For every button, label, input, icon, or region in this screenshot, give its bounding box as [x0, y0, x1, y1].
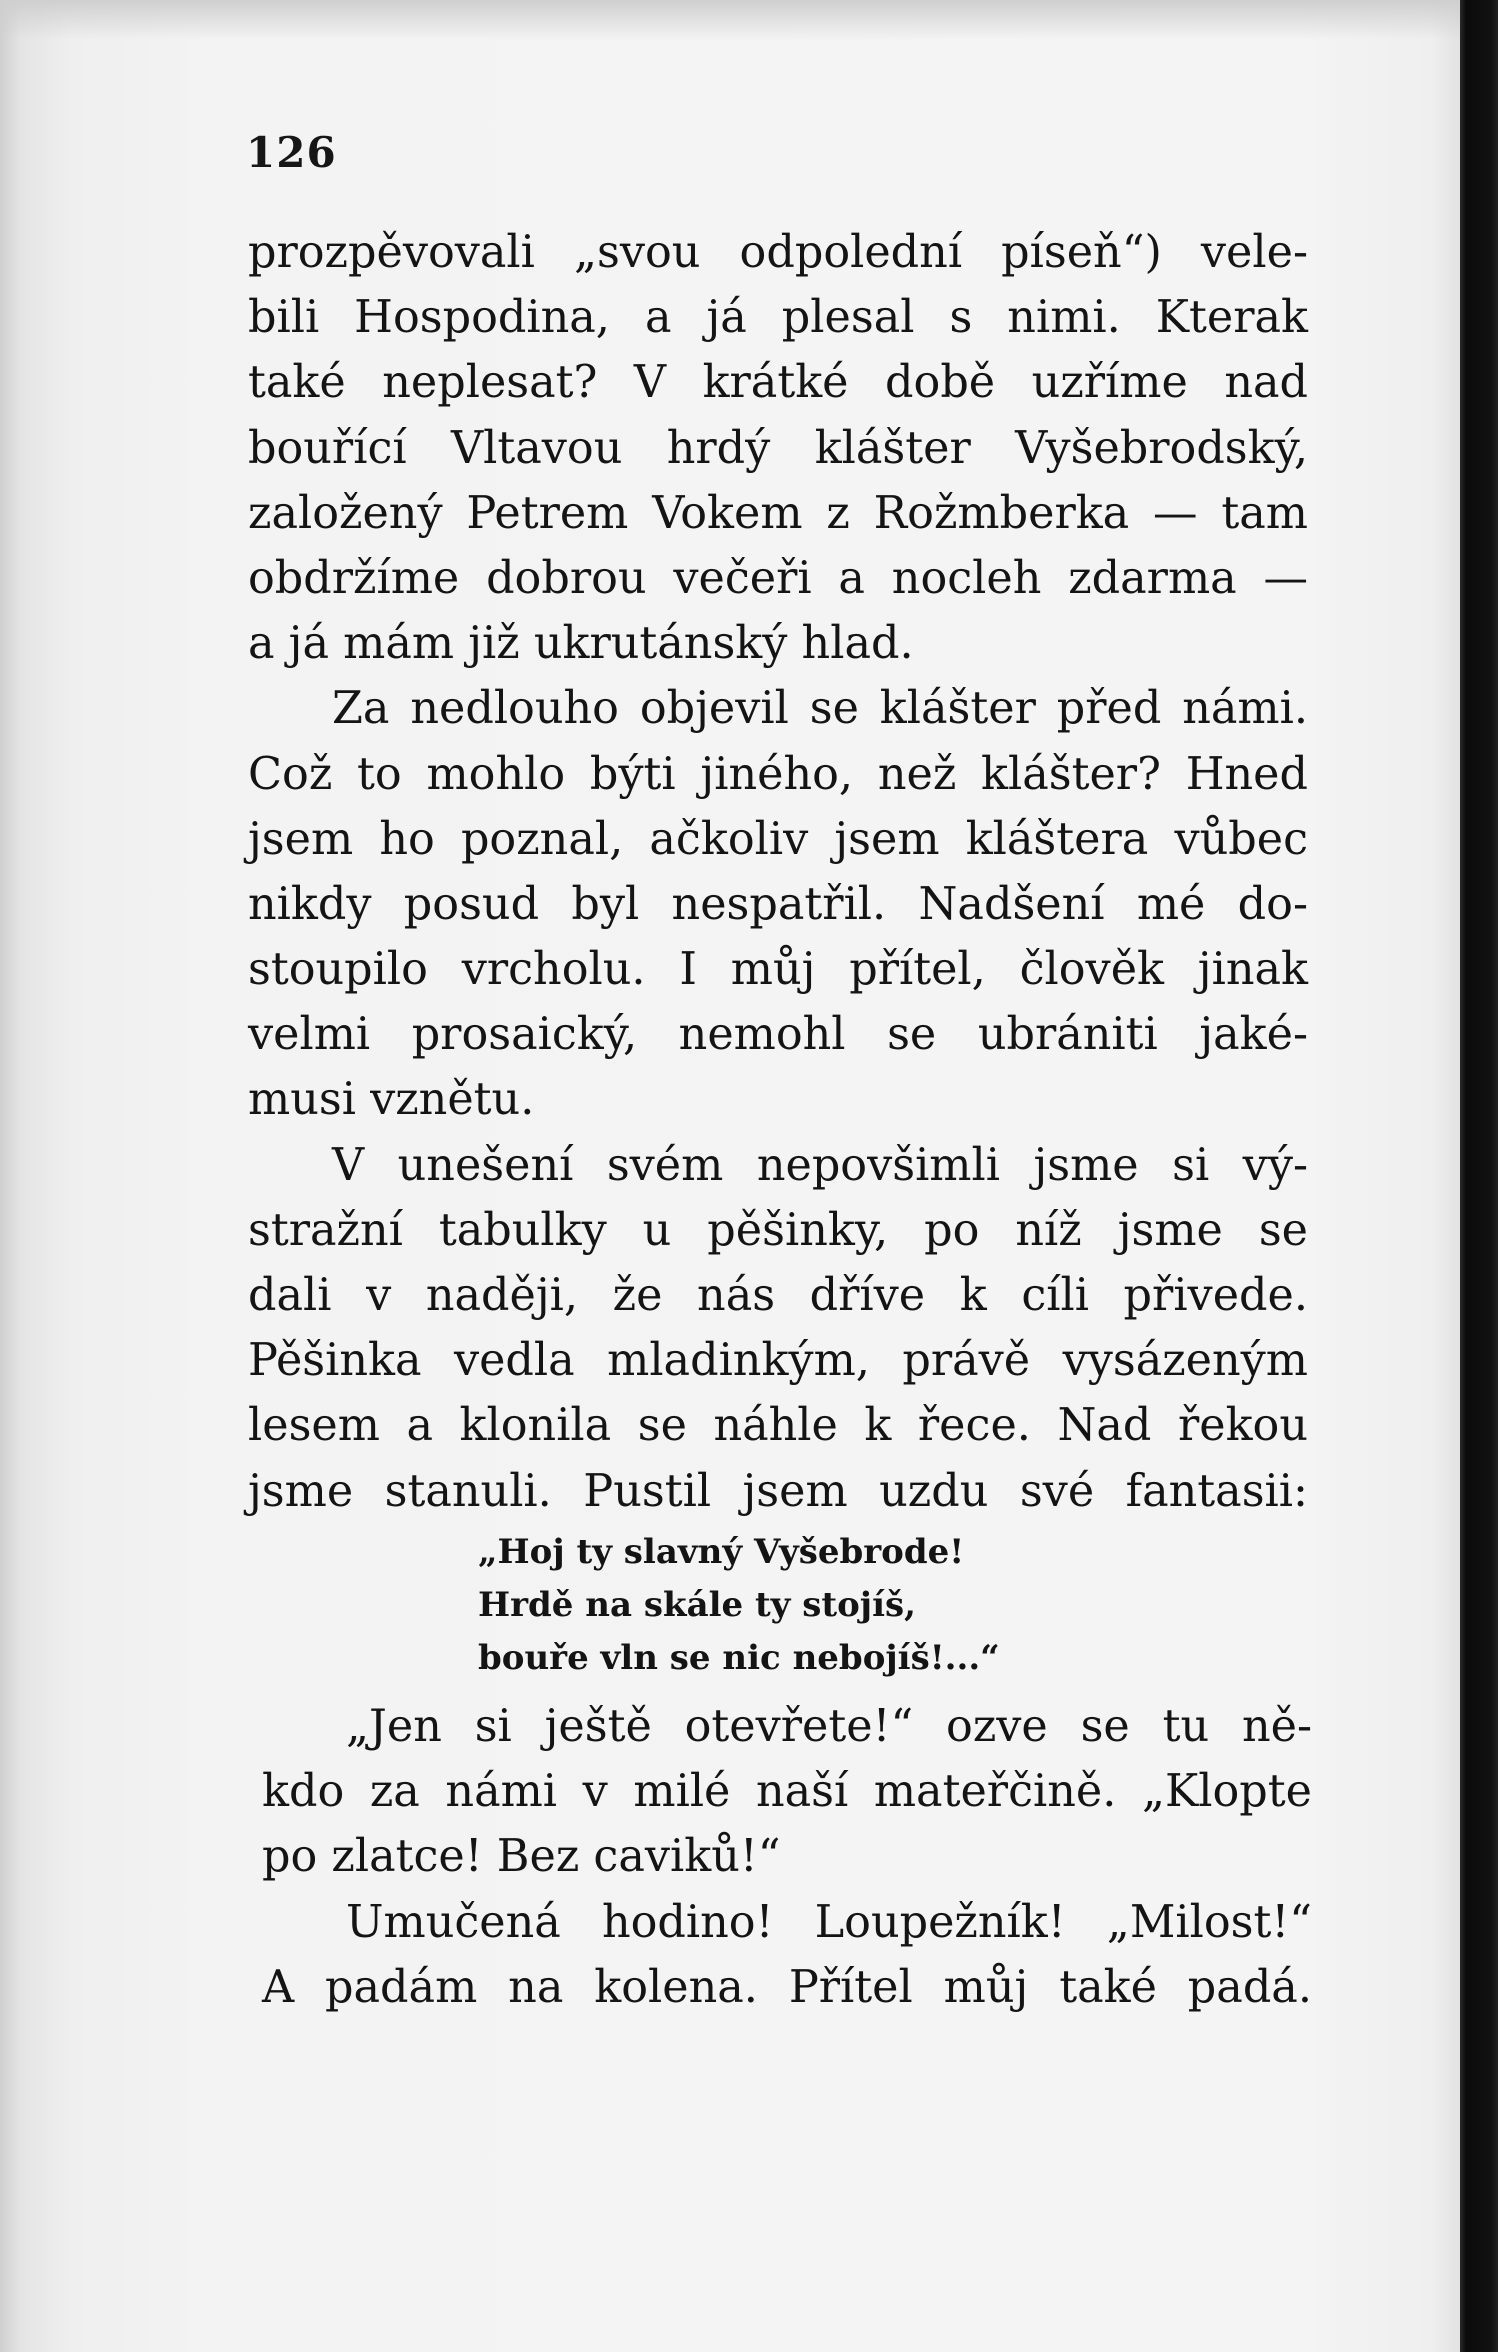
poem-line: „Hoj ty slavný Vyšebrode! — [478, 1532, 965, 1572]
poem-line: bouře vln se nic nebojíš!...“ — [478, 1638, 1000, 1678]
text-line: prozpěvovali „svou odpolední píseň“) vele- — [248, 227, 1308, 278]
text-line: Což to mohlo býti jiného, než klášter? Hned — [248, 748, 1308, 800]
text-line: po zlatce! Bez caviků!“ — [262, 1831, 781, 1883]
text-line: A padám na kolena. Přítel můj také padá. — [262, 1961, 1312, 2013]
text-line: lesem a klonila se náhle k řece. Nad řekou — [248, 1400, 1308, 1452]
text-line: „Jen si ještě otevřete!“ ozve se tu ně- — [346, 1701, 1312, 1752]
main-text — [248, 220, 1308, 1524]
text-line: stoupilo vrcholu. I můj přítel, člověk jinak — [248, 944, 1308, 996]
text-line: jsem ho poznal, ačkoliv jsem kláštera vůbec — [248, 813, 1308, 865]
poem-verse — [478, 1526, 1000, 1685]
text-line: Za nedlouho objevil se klášter před námi. — [332, 683, 1308, 735]
text-line: V unešení svém nepovšimli jsme si vý- — [332, 1139, 1308, 1191]
text-line: dali v naději, že nás dříve k cíli přivede. — [248, 1270, 1308, 1321]
text-line: velmi prosaický, nemohl se ubrániti jaké- — [248, 1009, 1308, 1061]
text-line: kdo za námi v milé naší mateřčině. „Klopte — [262, 1766, 1312, 1818]
book-edge-shadow — [1460, 0, 1498, 2352]
text-line: bouřící Vltavou hrdý klášter Vyšebrodský, — [248, 422, 1308, 474]
text-line: Umučená hodino! Loupežník! „Milost!“ — [346, 1896, 1312, 1948]
text-line: nikdy posud byl nespatřil. Nadšení mé do- — [248, 878, 1308, 930]
text-line: stražní tabulky u pěšinky, po níž jsme se — [248, 1204, 1308, 1256]
closing-text — [262, 1694, 1312, 2020]
text-line: Pěšinka vedla mladinkým, právě vysázeným — [248, 1335, 1308, 1387]
text-line: obdržíme dobrou večeři a nocleh zdarma — — [248, 552, 1308, 604]
page-number: 126 — [246, 128, 337, 177]
text-line: a já mám již ukrutánský hlad. — [248, 618, 914, 670]
text-line: také neplesat? V krátké době uzříme nad — [248, 357, 1308, 409]
poem-line: Hrdě na skále ty stojíš, — [478, 1585, 916, 1625]
text-line: musi vznětu. — [248, 1074, 535, 1126]
text-line: založený Petrem Vokem z Rožmberka — tam — [248, 487, 1308, 539]
text-line: bili Hospodina, a já plesal s nimi. Kterak — [248, 292, 1308, 344]
text-line: jsme stanuli. Pustil jsem uzdu své fantasii: — [248, 1465, 1308, 1517]
top-shadow — [0, 0, 1460, 40]
